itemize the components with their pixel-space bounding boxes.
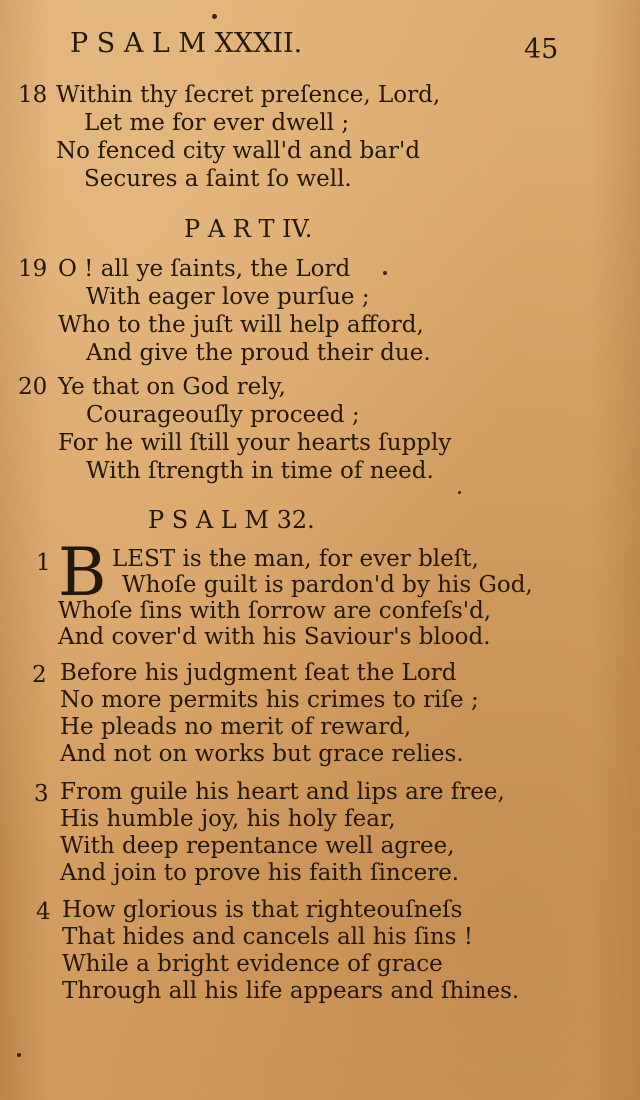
page-number: 45	[524, 34, 559, 65]
verse-line: And give the proud their due.	[86, 340, 431, 366]
verse-line: Let me for ever dwell ;	[84, 110, 350, 136]
verse-line: With eager love purſue ;	[86, 284, 370, 310]
verse-line: He pleads no merit of reward,	[60, 714, 412, 740]
verse-line: Secures a ſaint ſo well.	[84, 166, 352, 192]
stanza-number: 20	[18, 374, 48, 400]
verse-line: Before his judgment ſeat the Lord	[60, 660, 457, 686]
verse-line: LEST is the man, for ever bleſt,	[112, 546, 479, 572]
verse-line: With ſtrength in time of need.	[86, 458, 434, 484]
drop-cap: B	[58, 534, 107, 611]
psalm-heading: P S A L M 32.	[148, 506, 315, 534]
verse-line: And cover'd with his Saviour's blood.	[58, 624, 491, 650]
verse-line: Whoſe ſins with ſorrow are confeſs'd,	[58, 598, 492, 624]
verse-line: Within thy ſecret preſence, Lord,	[56, 82, 441, 108]
verse-line: Ye that on God rely,	[58, 374, 286, 400]
stanza-number: 1	[36, 550, 51, 576]
ink-speck	[212, 14, 217, 19]
verse-line: O ! all ye ſaints, the Lord	[58, 256, 351, 282]
verse-line: With deep repentance well agree,	[60, 833, 455, 859]
verse-line: While a bright evidence of grace	[62, 951, 443, 977]
verse-line: Whoſe guilt is pardon'd by his God,	[122, 572, 533, 598]
ink-speck	[383, 271, 387, 275]
verse-line: Courageouſly proceed ;	[86, 402, 360, 428]
verse-line: And not on works but grace relies.	[60, 741, 464, 767]
verse-line: How glorious is that righteouſneſs	[62, 897, 463, 923]
verse-line: That hides and cancels all his ſins !	[62, 924, 474, 950]
running-title: P S A L M XXXII.	[70, 28, 303, 59]
verse-line: Who to the juſt will help afford,	[58, 312, 424, 338]
verse-line: From guile his heart and lips are free,	[60, 779, 505, 805]
verse-line: No fenced city wall'd and bar'd	[56, 138, 421, 164]
ink-speck	[17, 1053, 21, 1057]
verse-line: Through all his life appears and ſhines.	[62, 978, 520, 1004]
page-header	[0, 28, 640, 68]
stanza-number: 4	[36, 899, 51, 925]
stanza-number: 19	[18, 256, 48, 282]
ink-speck	[458, 491, 461, 494]
stanza-number: 2	[32, 662, 47, 688]
verse-line: And join to prove his faith ſincere.	[60, 860, 460, 886]
stanza-number: 3	[34, 781, 49, 807]
stanza-number: 18	[18, 82, 48, 108]
verse-line: No more permits his crimes to riſe ;	[60, 687, 479, 713]
verse-line: For he will ſtill your hearts ſupply	[58, 430, 452, 456]
part-heading: P A R T IV.	[184, 215, 313, 243]
verse-line: His humble joy, his holy fear,	[60, 806, 396, 832]
